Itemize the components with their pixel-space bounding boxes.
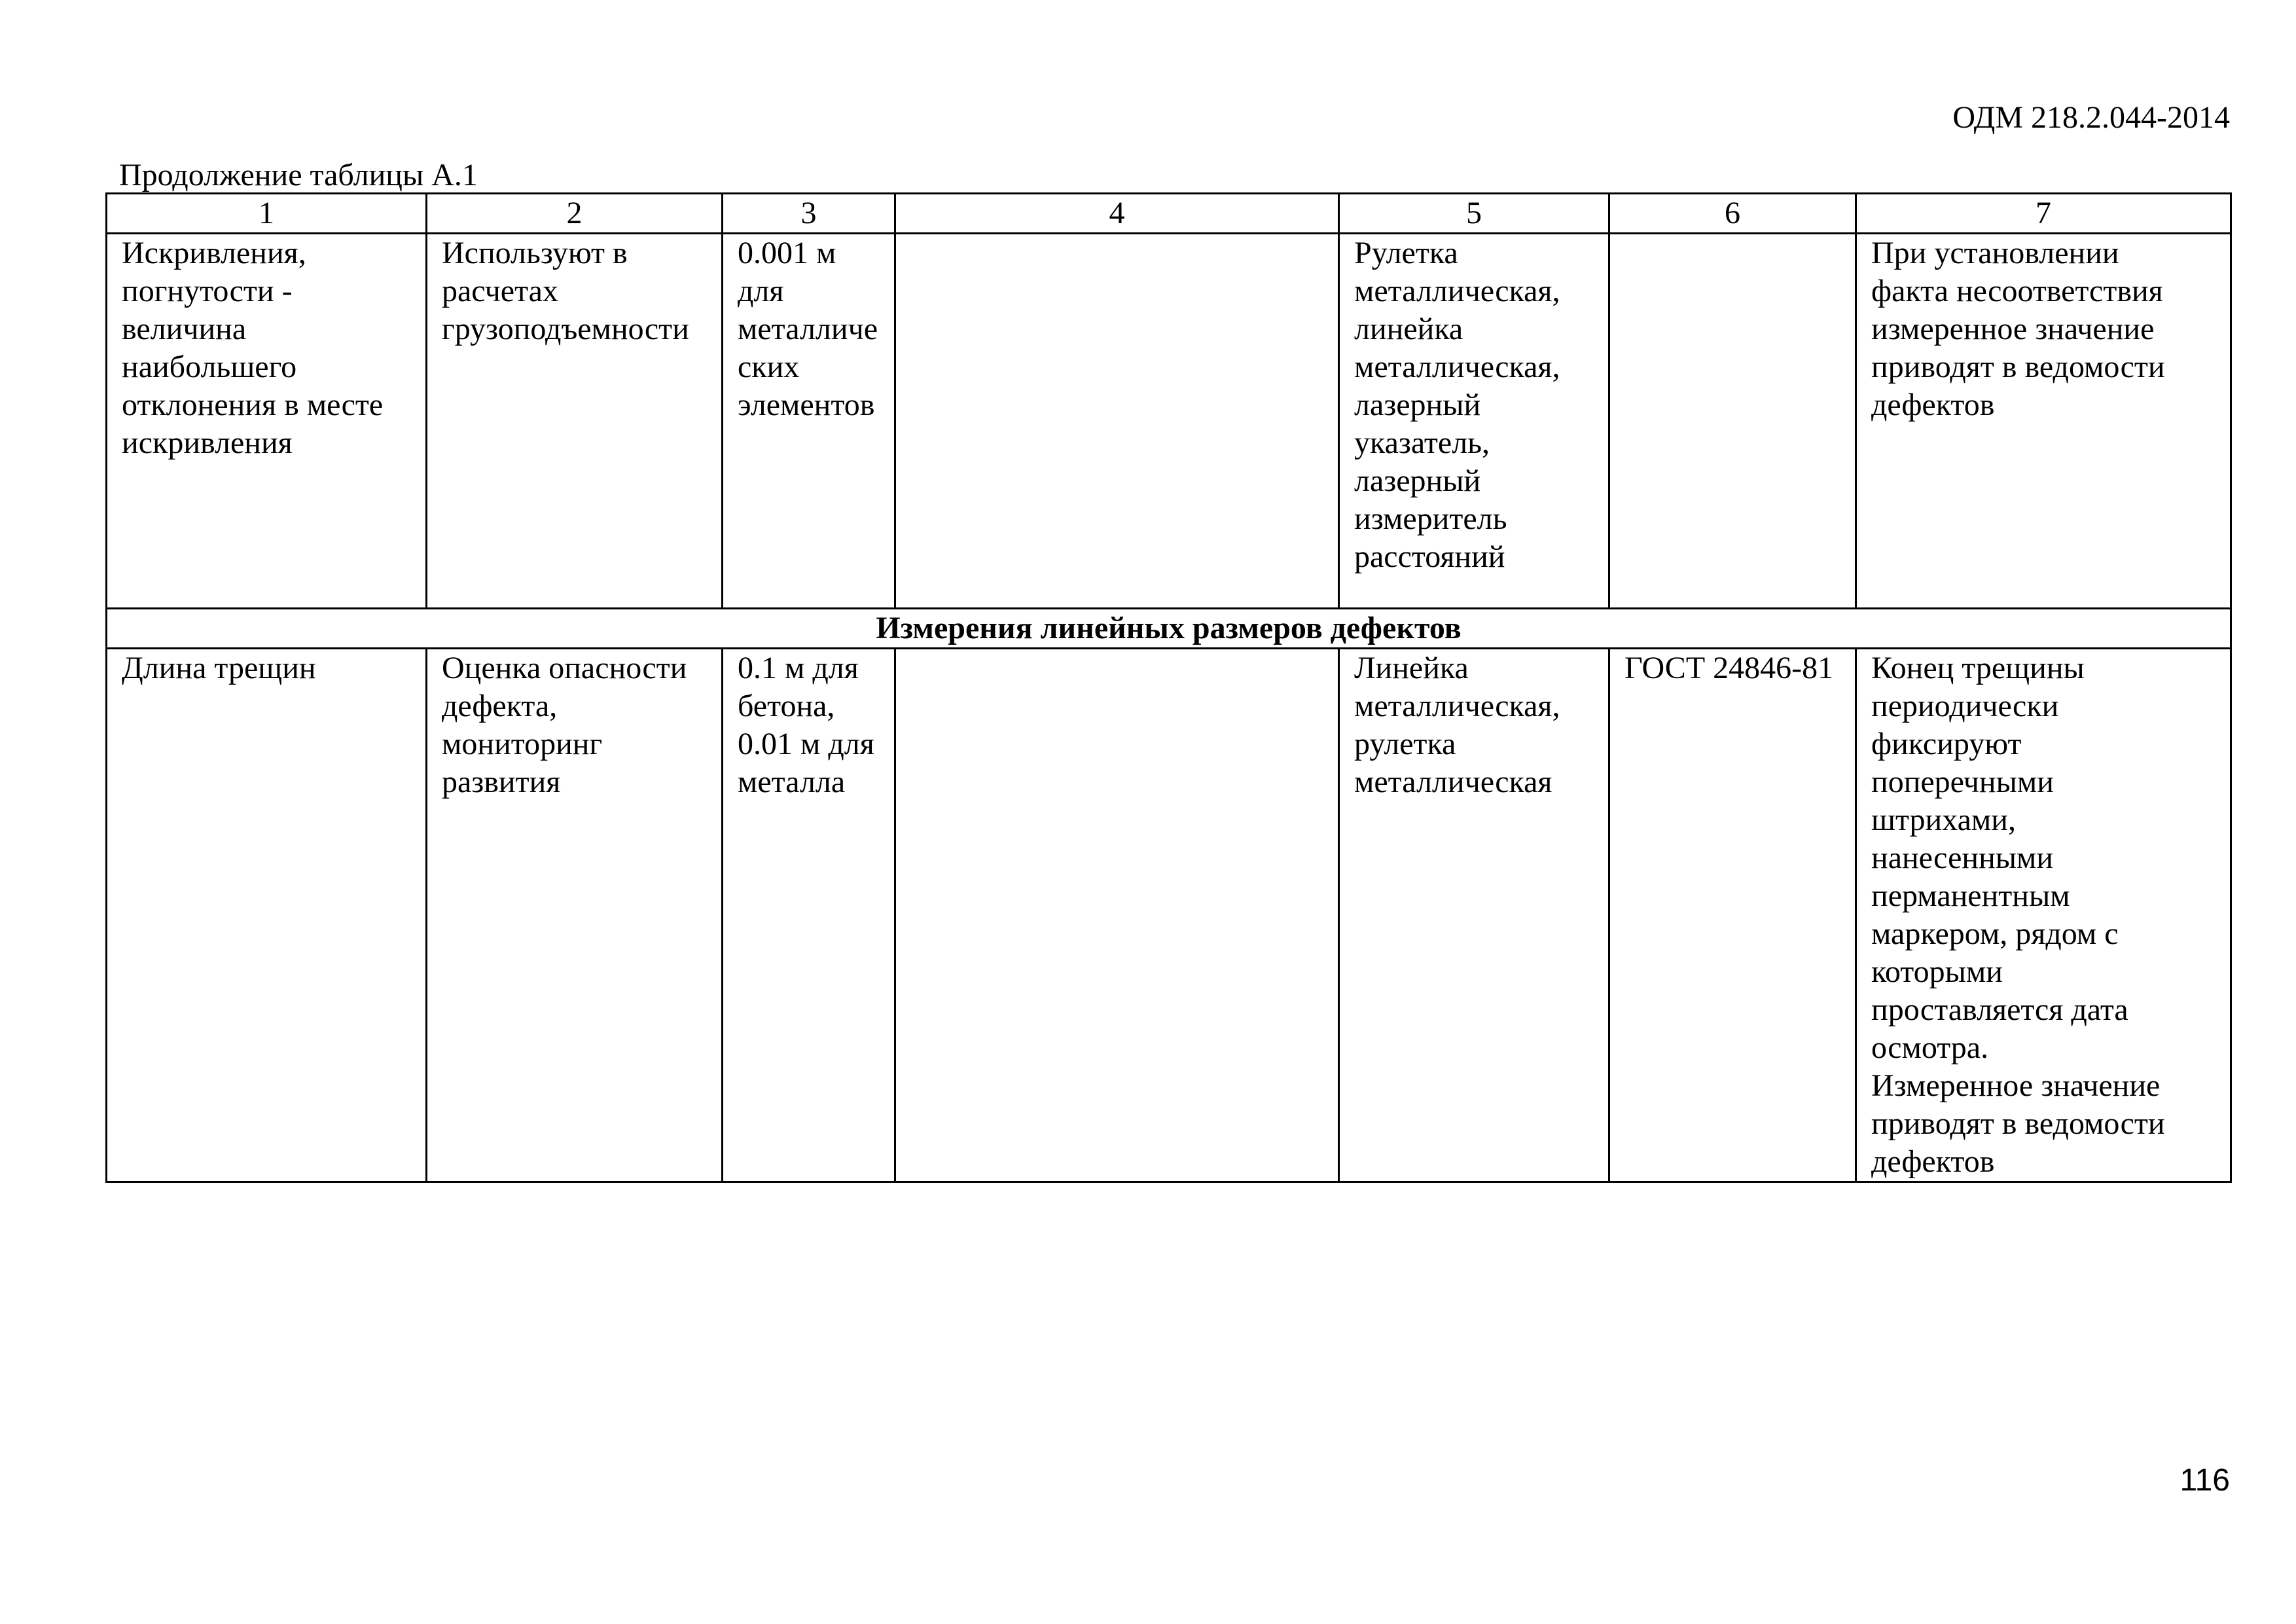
- column-number: 1: [107, 194, 427, 234]
- table-cell: Рулетка металлическая, линейка металлическая, лазерный указатель, лазерный измеритель расстояний: [1339, 234, 1609, 609]
- column-number-row: [107, 194, 2231, 234]
- column-number: 7: [1856, 194, 2231, 234]
- table-cell: ГОСТ 24846-81: [1609, 649, 1856, 1182]
- table-cell: Искривления, погнутости - величина наибольшего отклонения в месте искривления: [107, 234, 427, 609]
- section-heading-row: [107, 609, 2231, 649]
- column-number: 6: [1609, 194, 1856, 234]
- table-cell: [1609, 234, 1856, 609]
- table-cell: Конец трещины периодически фиксируют поперечными штрихами, нанесенными перманентным маркером, рядом с которыми проставляется дата осмотра. Измеренное значение приводят в ведомости дефектов: [1856, 649, 2231, 1182]
- column-number: 2: [427, 194, 723, 234]
- table-row: [107, 234, 2231, 609]
- table-row: [107, 649, 2231, 1182]
- table-cell: Используют в расчетах грузоподъемности: [427, 234, 723, 609]
- table-cell: При установлении факта несоответствия измеренное значение приводят в ведомости дефектов: [1856, 234, 2231, 609]
- table-cell: 0.1 м для бетона, 0.01 м для металла: [723, 649, 895, 1182]
- column-number: 3: [723, 194, 895, 234]
- table-cell: 0.001 м для металличе ских элементов: [723, 234, 895, 609]
- table-cell: Длина трещин: [107, 649, 427, 1182]
- column-number: 5: [1339, 194, 1609, 234]
- column-number: 4: [895, 194, 1339, 234]
- document-code: ОДМ 218.2.044-2014: [1952, 100, 2230, 135]
- table-cell: Линейка металлическая, рулетка металлическая: [1339, 649, 1609, 1182]
- section-heading: Измерения линейных размеров дефектов: [107, 609, 2231, 649]
- page-number: 116: [2179, 1463, 2230, 1498]
- table-cell: [895, 649, 1339, 1182]
- data-table: [105, 192, 2232, 1183]
- table-cell: [895, 234, 1339, 609]
- table-cell: Оценка опасности дефекта, мониторинг развития: [427, 649, 723, 1182]
- table-caption: Продолжение таблицы А.1: [119, 158, 478, 192]
